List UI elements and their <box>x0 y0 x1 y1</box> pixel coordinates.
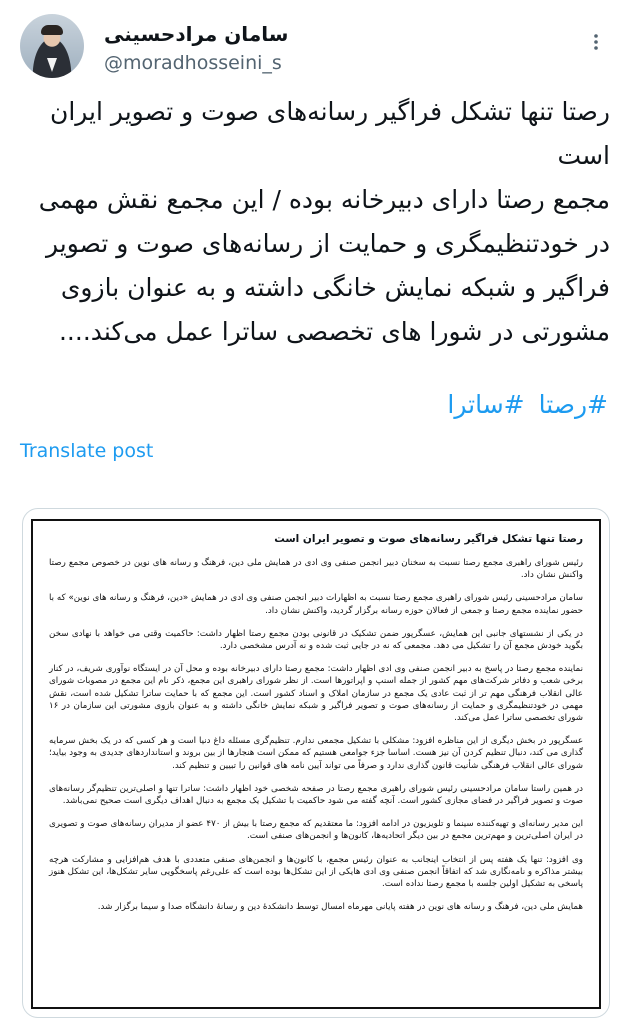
tweet-line: رصتا تنها تشکل فراگیر رسانه‌های صوت و تصویر ایران است <box>49 97 610 170</box>
author-handle[interactable]: @moradhosseini_s <box>104 52 282 74</box>
document-paragraph: سامان مرادحسینی رئیس شورای راهبری مجمع رصتا نسبت به اظهارات دبیر انجمن صنفی وی ادی در همایش «دین، فرهنگ و رسانه های نوین» که با حضور نماینده مجمع رصتا و جمعی از فعالان حوزه رسانه برگزار گردید، واکنش نشان داد. <box>49 593 583 616</box>
tweet-text <box>20 90 610 354</box>
vertical-dots-icon <box>586 32 606 52</box>
document-paragraph: وی افزود: تنها یک هفته پس از انتخاب اینجانب به عنوان رئیس مجمع، با کانون‌ها و انجمن‌های صنفی متعددی با هدف هم‌افزایی و مشارکت هرچه بیشتر مذاکره و نامه‌نگاری شد که اتفاقاً انجمن صنفی وی ادی هایکی از این تشکل‌ها بوده است که علی‌رغم پاسخگویی سایر تشکل‌ها، این تشکل هنوز پاسخی به تشکیل اولین جلسه با مجمع رصتا نداده است. <box>49 854 583 890</box>
document-paragraph: در همین راستا سامان مرادحسینی رئیس شورای راهبری مجمع رصتا در صفحه شخصی خود اظهار داشت: ساترا تنها و اصلی‌ترین تنظیم‌گر رسانه‌های صوت و تصویر فراگیر در فضای مجازی کشور است. آنچه گفته می شود حاکمیت با تشکیل یک مجمع به دنبال اهداف دیگری است صحیح نمی‌باشد. <box>49 783 583 807</box>
author-name[interactable]: سامان مرادحسینی <box>104 22 289 46</box>
hashtag-link[interactable]: #رصتا <box>538 390 608 419</box>
tweet-header <box>0 10 630 80</box>
document-paragraph: نماینده مجمع رصتا در پاسخ به دبیر انجمن صنفی وی ادی اظهار داشت: مجمع رصتا دارای دبیرخانه بوده و محل آن در ایستگاه نوآوری شریف، در کنار برخی شعب و دفاتر شرکت‌های مهم کشور از جمله اسنپ و اپراتورها است. از نظر شورای راهبری این مجمع، ذکر نام این مجمع در مصوبات شورای عالی انقلاب فرهنگی مهم تر از ثبت عادی یک مجمع در سازمان املاک و اسناد کشور است. این مجمع که با حمایت ساترا تشکیل شده است، نقش مهمی در خودتنظیمگری و حمایت از رسانه‌های صوت و تصویر فراگیر و شبکه نمایش خانگی داشته و به عنوان بازوی مشورتی این سازمان در ۱۶ شورای تخصصی ساترا عمل می‌کند. <box>49 664 583 724</box>
document-paragraph: در یکی از نشستهای جانبی این همایش، عسگرپور ضمن تشکیک در قانونی بودن مجمع رصتا اظهار داشت: حاکمیت وقتی می خواهد با نهادی سخن بگوید خودش مجمع آن را تشکیل می دهد. مجمعی که نه در جایی ثبت شده و نه آدرس مشخصی دارد. <box>49 628 583 652</box>
translate-post-link[interactable]: Translate post <box>20 440 154 462</box>
attached-image[interactable] <box>22 508 610 1018</box>
more-options-icon[interactable] <box>586 32 606 52</box>
document-paragraph: همایش ملی دین، فرهنگ و رسانه های نوین در هفته پایانی مهرماه امسال توسط دانشکدهٔ دین و رسانهٔ دانشگاه صدا و سیما برگزار شد. <box>97 902 583 913</box>
document-paragraph: عسگرپور در بخش دیگری از این مناظره افزود: مشکلی با تشکیل مجمعی ندارم. تنظیم‌گری مسئله داغ دنیا است و هر کسی که در یک بخش سرمایه گذاری می کند، دنبال تنظیم کردن آن نیز هست. اساسا جزء جوامعی هستیم که ممکن است هنجارها از بین بروند و استانداردهای جدیدی به وجود بیاید؛ شورای عالی انقلاب فرهنگی شأنیت قانون گذاری ندارد و صرفاً می تواند آیین نامه های قوانین را تبیین و تنظیم کند. <box>49 736 583 771</box>
document-paragraph: این مدیر رسانه‌ای و تهیه‌کننده سینما و تلویزیون در ادامه افزود: ما معتقدیم که مجمع رصتا با بیش از ۴۷۰ عضو از مدیران رسانه‌های صوت و تصویری در ایران اصلی‌ترین و مهم‌ترین مجمع در بین دیگر اتحادیه‌ها، کانون‌ها و انجمن‌های صنفی است. <box>49 819 583 842</box>
hashtag-link[interactable]: #ساترا <box>447 390 525 419</box>
avatar[interactable] <box>20 14 84 78</box>
news-document <box>31 519 601 1009</box>
document-title: رصتا تنها تشکل فراگیر رسانه‌های صوت و تصویر ایران است <box>274 533 583 545</box>
document-paragraph: رئیس شورای راهبری مجمع رصتا نسبت به سخنان دبیر انجمن صنفی وی ادی در همایش ملی دین، فرهنگ و رسانه های نوین در خصوص مجمع رصتا واکنش نشان داد. <box>49 558 583 581</box>
tweet-line: مجمع رصتا دارای دبیرخانه بوده / این مجمع نقش مهمی در خودتنظیمگری و حمایت از رسانه‌های صوت و تصویر فراگیر و شبکه نمایش خانگی داشته و به عنوان بازوی مشورتی در شورا های تخصصی ساترا عمل می‌کند.... <box>38 185 610 346</box>
avatar-hair <box>41 25 63 35</box>
avatar-shirt <box>47 58 57 72</box>
hashtags <box>441 390 608 419</box>
